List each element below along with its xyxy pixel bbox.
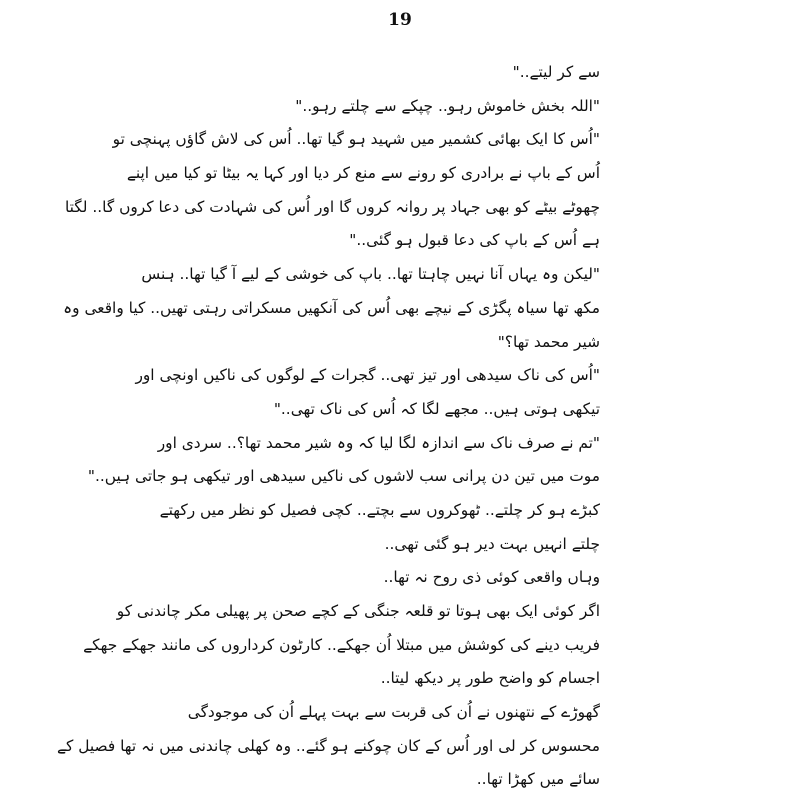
- page-number: 19: [388, 10, 412, 30]
- text-line: موت میں تین دن پرانی سب لاشوں کی ناکیں سیدھی اور تیکھی ہو جاتی ہیں..": [87, 467, 600, 486]
- text-line: چھوٹے بیٹے کو بھی جہاد پر روانہ کروں گا اور اُس کی شہادت کی دعا کروں گا.. لگتا: [64, 197, 600, 216]
- text-line: شیر محمد تھا؟": [497, 332, 600, 351]
- text-line: فریب دینے کی کوشش میں مبتلا اُن جھکے.. کارٹون کرداروں کی مانند جھکے جھکے: [83, 635, 600, 654]
- text-line: اگر کوئی ایک بھی ہوتا تو قلعہ جنگی کے کچے صحن پر پھیلی مکر چاندنی کو: [116, 602, 600, 620]
- text-line: اجسام کو واضح طور پر دیکھ لیتا..: [380, 669, 600, 688]
- text-line: مکھ تھا سیاہ پگڑی کے نیچے بھی اُس کی آنکھیں مسکراتی رہتی تھیں.. کیا واقعی وہ: [63, 298, 600, 317]
- text-line: محسوس کر لی اور اُس کے کان چوکنے ہو گئے.. وہ کھلی چاندنی میں نہ تھا فصیل کے: [56, 736, 600, 755]
- text-line: وہاں واقعی کوئی ذی روح نہ تھا..: [383, 568, 600, 587]
- text-line: تیکھی ہوتی ہیں.. مجھے لگا کہ اُس کی ناک تھی..": [273, 399, 600, 418]
- text-line: چلتے انہیں بہت دیر ہو گئی تھی..: [384, 534, 600, 553]
- text-line: اُس کے باپ نے برادری کو رونے سے منع کر دیا اور کہا یہ بیٹا تو کیا میں اپنے: [126, 164, 600, 183]
- text-line: "اُس کی ناک سیدھی اور تیز تھی.. گجرات کے لوگوں کی ناکیں اونچی اور: [135, 366, 600, 385]
- text-line: "لیکن وہ یہاں آنا نہیں چاہتا تھا.. باپ کی خوشی کے لیے آ گیا تھا.. ہنس: [141, 265, 600, 284]
- text-line: "اُس کا ایک بھائی کشمیر میں شہید ہو گیا تھا.. اُس کی لاش گاؤں پہنچی تو: [112, 130, 600, 149]
- text-line: "تم نے صرف ناک سے اندازہ لگا لیا کہ وہ شیر محمد تھا؟.. سردی اور: [157, 433, 600, 452]
- body-text: [56, 56, 600, 797]
- text-line: سے کر لیتے..": [512, 63, 600, 81]
- text-line: ہے اُس کے باپ کی دعا قبول ہو گئی..": [349, 231, 600, 250]
- text-line: "اللہ بخش خاموش رہو.. چپکے سے چلتے رہو..": [295, 96, 600, 115]
- text-line: سائے میں کھڑا تھا..: [476, 770, 600, 789]
- text-line: گھوڑے کے نتھنوں نے اُن کی قربت سے بہت پہلے اُن کی موجودگی: [187, 703, 600, 722]
- text-line: کبڑے ہو کر چلتے.. ٹھوکروں سے بچتے.. کچی فصیل کو نظر میں رکھتے: [159, 500, 600, 519]
